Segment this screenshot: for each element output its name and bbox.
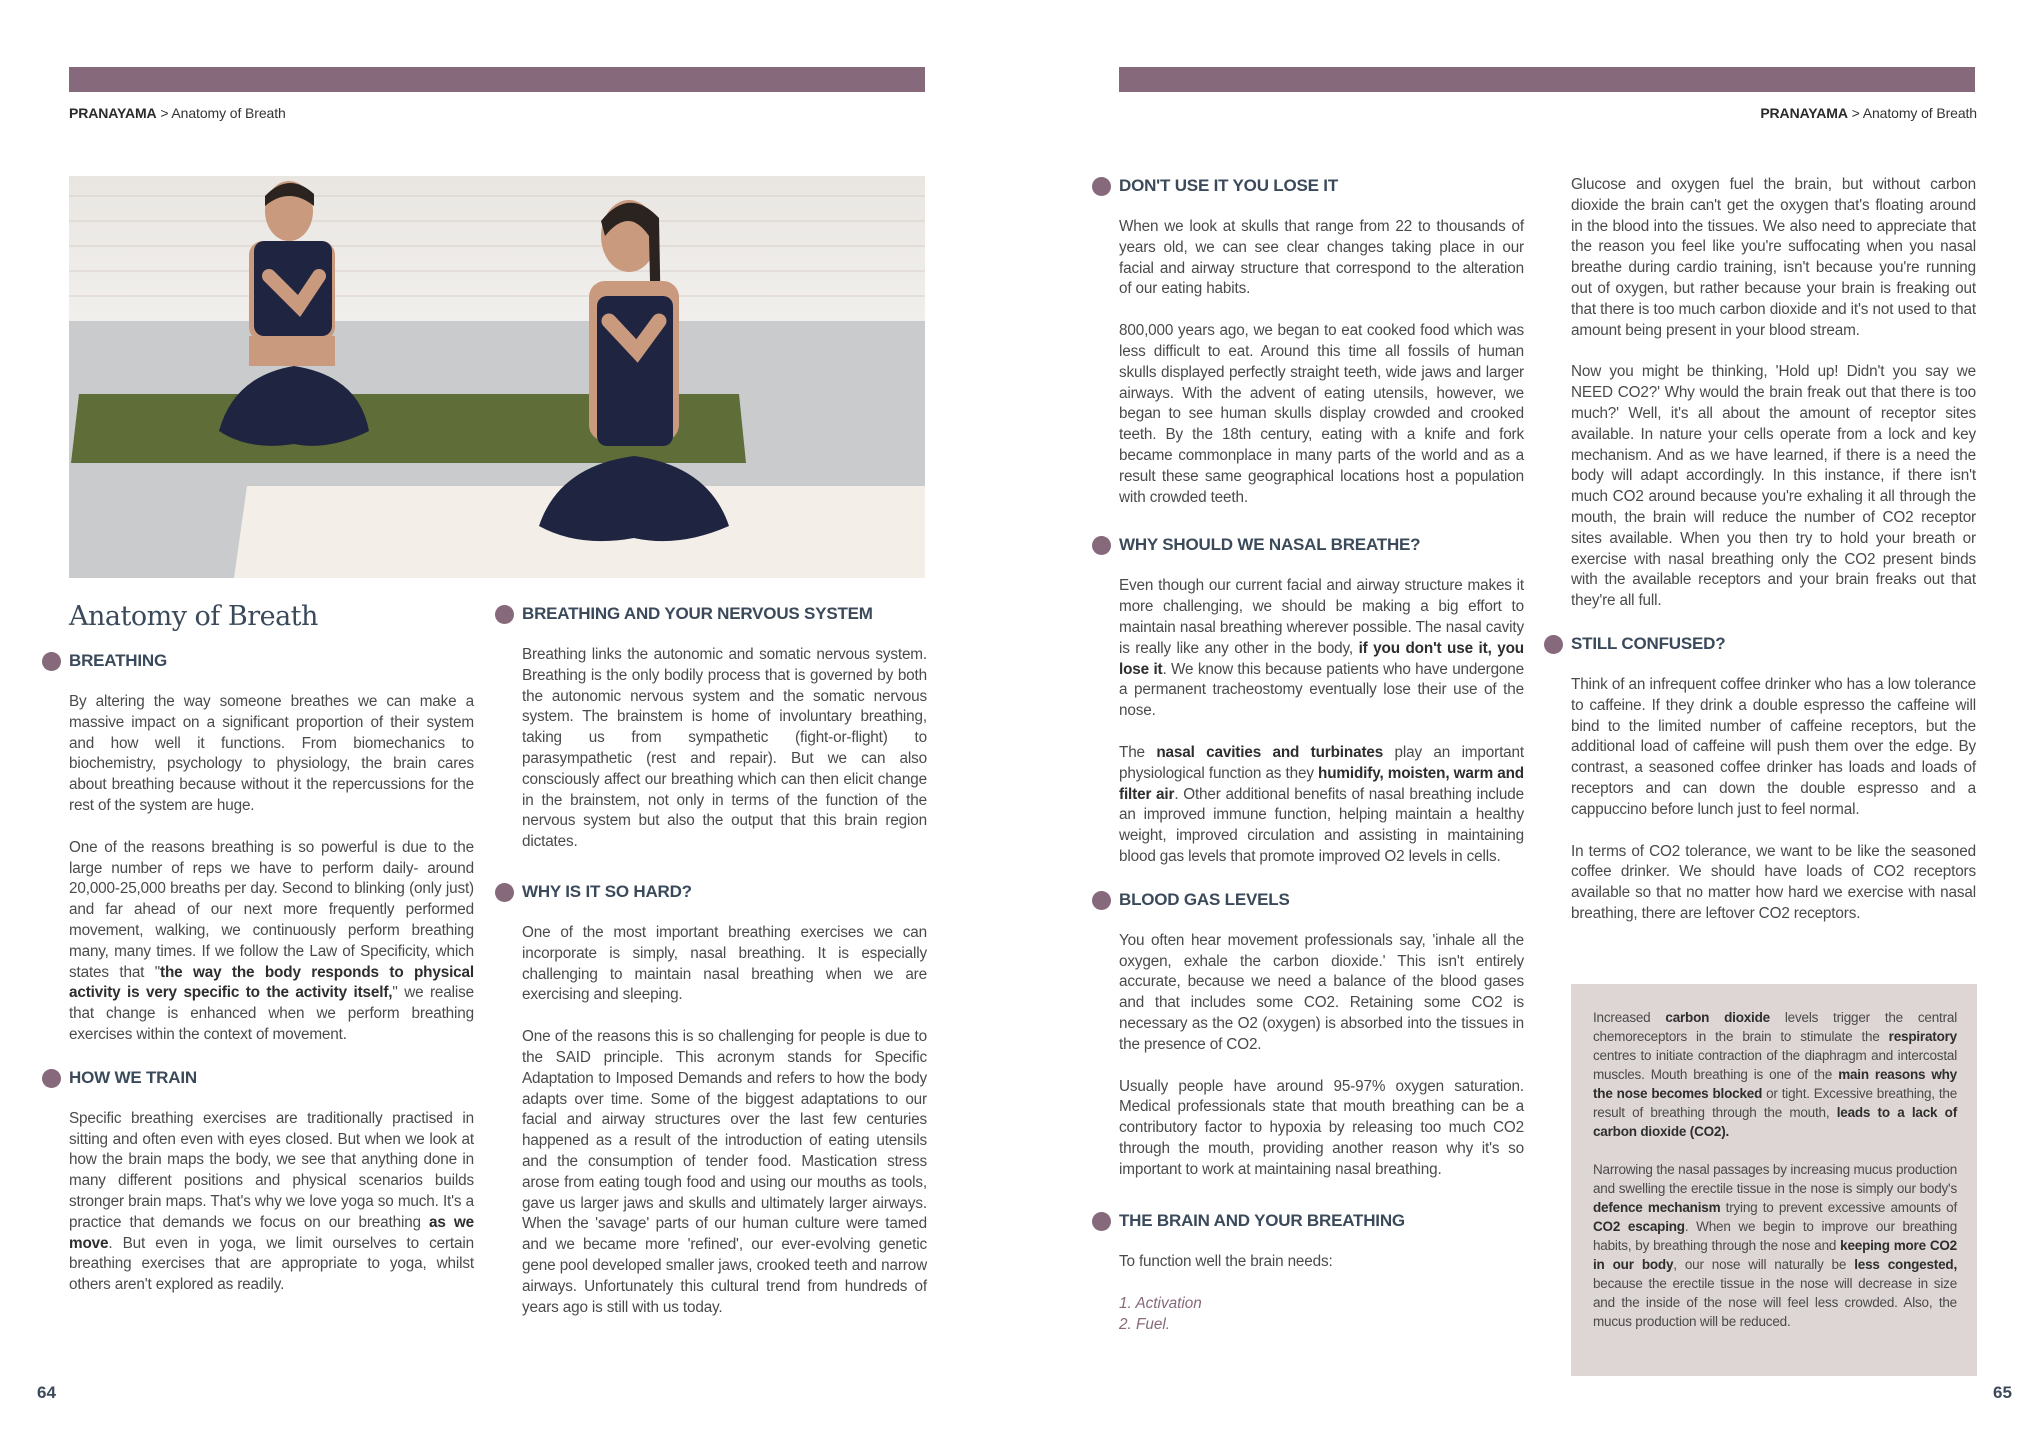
callout-text: . When we begin to improve our breathing habits, by breathing through the nose and	[1593, 1219, 1958, 1253]
paragraph: Even though our current facial and airway structure makes it more challenging, we should be making a big effort to maintain nasal breathing wherever possible. The nasal cavity is really like any other in the body, if you don't use it, you lose it. We know this because patients who have undergone a permanent tracheostomy eventually lose their use of the nose.	[1119, 577, 1524, 720]
breadcrumb-page: Anatomy of Breath	[171, 105, 286, 121]
right-column-1	[1119, 175, 1524, 1354]
paragraph: The nasal cavities and turbinates play an important physiological function as they humidify, moisten, warm and filter air. Other additional benefits of nasal breathing include an improved immune function, helping maintain a healthy weight, improved circulation and assisting in maintaining blood gas levels that promote improved O2 levels in cells.	[1119, 743, 1525, 865]
breadcrumb-separator: >	[156, 105, 172, 121]
section-how-we-train	[69, 1067, 474, 1296]
heading-text: STILL CONFUSED?	[1571, 633, 1726, 653]
paragraph: You often hear movement professionals say, 'inhale all the oxygen, exhale the carbon dioxide.' This isn't entirely accurate, because we need a balance of the blood gases and that includes some CO2. Retaining some CO2 is necessary as the O2 (oxygen) is absorbed into the tissues in the presence of CO2.	[1119, 931, 1524, 1053]
section-heading	[1119, 534, 1524, 556]
paragraph: Now you might be thinking, 'Hold up! Didn't you say we NEED CO2?' Why would the brain freak out that there is too much?' Well, it's all about the amount of receptor sites available. In nature your cells operate from a lock and key mechanism. And as we have learned, if there is a need the body will adapt accordingly. In this instance, if there isn't much CO2 around because you're exhaling it all through the mouth, the brain will reduce the number of CO2 receptor sites available. When you then try to hold your breath or exercise with nasal breathing only the CO2 present binds with the available receptors and your brain freaks out that they're all full.	[1571, 363, 1976, 610]
paragraph: One of the most important breathing exercises we can incorporate is simply, nasal breathing. It is especially challenging to maintain nasal breathing when we are exercising and sleeping.	[522, 923, 927, 1004]
callout-text: centres to initiate contraction of the diaphragm and intercostal muscles. Mouth breathing is one of the	[1593, 1048, 1957, 1082]
bullet-icon	[495, 883, 514, 902]
section-heading	[522, 881, 927, 903]
yoga-photo	[69, 176, 925, 578]
header-bar	[1119, 67, 1975, 92]
paragraph: To function well the brain needs:	[1119, 1253, 1333, 1271]
heading-text: HOW WE TRAIN	[69, 1067, 197, 1087]
breadcrumb	[69, 105, 286, 121]
bullet-icon	[42, 1069, 61, 1088]
list-item: 2. Fuel.	[1119, 1316, 1171, 1334]
paragraph: Glucose and oxygen fuel the brain, but without carbon dioxide the brain can't get the oxygen that's floating around in the blood into the tissues. We also need to appreciate that the reason you feel like you're suffocating when you nasal breathe during cardio training, isn't because you're running out of oxygen, but rather because your brain is freaking out that there is too much carbon dioxide and it's not used to that amount being present in your blood stream.	[1571, 176, 1976, 339]
emphasis-text: less congested,	[1854, 1257, 1957, 1272]
heading-text: THE BRAIN AND YOUR BREATHING	[1119, 1211, 1405, 1231]
bullet-icon	[1092, 177, 1111, 196]
breadcrumb-page: Anatomy of Breath	[1862, 105, 1977, 121]
heading-text: WHY SHOULD WE NASAL BREATHE?	[1119, 535, 1421, 555]
paragraph: Specific breathing exercises are traditionally practised in sitting and often even with eyes closed. But when we look at how the brain maps the body, we see that anything done in many different positions and physical scenarios builds stronger brain maps. That's why we love yoga so much. It's a practice that demands we focus on our breathing as we move. But even in yoga, we limit ourselves to certain breathing exercises that are appropriate to yoga, whilst others aren't explored as readily.	[69, 1109, 474, 1294]
section-why-hard	[522, 881, 927, 1318]
callout-paragraph	[1593, 1008, 1957, 1141]
bullet-icon	[1092, 536, 1111, 555]
section-still-confused	[1571, 633, 1976, 925]
heading-text: BLOOD GAS LEVELS	[1119, 889, 1290, 909]
section-heading	[1119, 175, 1524, 197]
callout-text: Narrowing the nasal passages by increasing mucus production and swelling the erectile tissue in the nose is simply our body's	[1593, 1162, 1957, 1196]
emphasis-text: main reasons why the nose becomes blocked	[1593, 1067, 1957, 1101]
breadcrumb	[1760, 105, 1977, 121]
emphasis-text: CO2 escaping	[1593, 1219, 1685, 1234]
bullet-icon	[1092, 891, 1111, 910]
page-number: 64	[37, 1383, 56, 1402]
section-nervous-system	[522, 603, 927, 853]
section-heading	[69, 650, 474, 672]
header-bar	[69, 67, 925, 92]
paragraph: By altering the way someone breathes we can make a massive impact on a significant proportion of their system and how well it functions. From biomechanics to biochemistry, psychology to physiology, the brain cares about breathing because without it the repercussions for the rest of the system are huge.	[69, 693, 474, 814]
breadcrumb-section: PRANAYAMA	[69, 105, 157, 121]
callout-text: or tight. Excessive breathing, the result of breathing through the mouth,	[1593, 1086, 1957, 1120]
paragraph: One of the reasons this is so challenging for people is due to the SAID principle. This acronym stands for Specific Adaptation to Imposed Demands and refers to how the body adapts over time. Some of the biggest adaptations to our facial and airway structures over the last few centuries happened as a result of the introduction of eating utensils and the consumption of tender food. Mastication stress arose from eating tough food and using our mouths as tools, gave us larger jaws and skulls and ultimately larger airways. When the 'savage' parts of our human culture were tamed and we became more 'refined', our ever-evolving genetic gene pool developed smaller jaws, crooked teeth and narrow airways. Unfortunately this cultural trend from hundreds of years ago is still with us today.	[522, 1028, 927, 1316]
section-heading	[1571, 633, 1976, 655]
bullet-icon	[1092, 1212, 1111, 1231]
heading-text: DON'T USE IT YOU LOSE IT	[1119, 176, 1339, 195]
heading-text: BREATHING	[69, 651, 167, 670]
page-number: 65	[1993, 1383, 2012, 1402]
callout-text: , our nose will naturally be	[1673, 1257, 1855, 1272]
heading-text: BREATHING AND YOUR NERVOUS SYSTEM	[522, 604, 873, 623]
callout-text: because the erectile tissue in the nose will decrease in size and the inside of the nose will feel less crowded. Also, the mucus production will be reduced.	[1593, 1276, 1957, 1329]
heading-text: WHY IS IT SO HARD?	[522, 881, 692, 901]
section-heading	[1119, 1210, 1524, 1232]
callout-text: levels trigger the central chemoreceptors in the brain to stimulate the	[1593, 1010, 1957, 1044]
section-heading	[522, 603, 927, 625]
emphasis-text: carbon dioxide	[1665, 1010, 1770, 1025]
paragraph: One of the reasons breathing is so powerful is due to the large number of reps we have to perform daily- around 20,000-25,000 breaths per day. Second to blinking (only just) and far ahead of our next more frequently performed movement, walking, we continuously perform breathing many, many times. If we follow the Law of Specificity, which states that "the way the body responds to physical activity is very specific to the activity itself," we realise that change is enhanced when we perform breathing exercises within the context of movement.	[69, 838, 474, 1043]
section-heading	[69, 1067, 474, 1089]
list-item: 1. Activation	[1119, 1295, 1202, 1313]
paragraph: When we look at skulls that range from 22 to thousands of years old, we can see clear changes taking place in our facial and airway structure that correspond to the alteration of our eating habits.	[1119, 218, 1524, 298]
callout-text: Increased	[1593, 1010, 1666, 1025]
paragraph: In terms of CO2 tolerance, we want to be like the seasoned coffee drinker. We should have loads of CO2 receptors available so that no matter how hard we exercise with nasal breathing, there are leftover CO2 receptors.	[1571, 842, 1976, 922]
section-dont-use	[1119, 175, 1524, 508]
section-brain	[1119, 1210, 1524, 1335]
section-breathing	[69, 650, 474, 1046]
emphasis-text: respiratory	[1888, 1029, 1957, 1044]
breadcrumb-separator: >	[1847, 105, 1863, 121]
brick-wall	[69, 176, 925, 321]
section-heading	[1119, 889, 1524, 911]
right-page	[1019, 0, 2038, 1440]
callout-paragraph	[1593, 1160, 1957, 1331]
photo-illustration	[69, 176, 925, 578]
paragraph: Think of an infrequent coffee drinker who has a low tolerance to caffeine. If they drink a double espresso the caffeine will bind to the limited number of caffeine receptors, but the additional load of caffeine will push them over the edge. By contrast, a seasoned coffee drinker has loads and loads of receptors and can down the double espresso and a cappuccino before lunch just to feel normal.	[1571, 675, 1976, 818]
bullet-icon	[42, 652, 61, 671]
emphasis-text: defence mechanism	[1593, 1200, 1721, 1215]
paragraph: Breathing links the autonomic and somatic nervous system. Breathing is the only bodily process that is governed by both the autonomic nervous system and the somatic nervous system. The brainstem is home of involuntary breathing, taking us from sympathetic (fight-or-flight) to parasympathetic (rest and repair). But we can also consciously affect our breathing which can then elicit change in the brainstem, not only in terms of the function of the nervous system but also the output that this brain region dictates.	[522, 646, 927, 851]
paragraph: 800,000 years ago, we began to eat cooked food which was less difficult to eat. Around this time all fossils of human skulls displayed perfectly straight teeth, wide jaws and larger airways. With the advent of eating utensils, however, we began to see human skulls display crowded and crooked teeth. By the 18th century, eating with a knife and fork became commonplace in many parts of the world and as a result these same geographical locations host a population with crowded teeth.	[1119, 322, 1524, 506]
emphasis-text: keeping more CO2 in our body	[1593, 1238, 1957, 1272]
page-title: Anatomy of Breath	[69, 601, 318, 632]
section-nasal-breathe	[1119, 534, 1524, 867]
bullet-icon	[1544, 635, 1563, 654]
emphasis-text: leads to a lack of carbon dioxide (CO2).	[1593, 1105, 1957, 1139]
breadcrumb-section: PRANAYAMA	[1760, 105, 1848, 121]
callout-box	[1571, 984, 1977, 1376]
bullet-icon	[495, 605, 514, 624]
section-blood-gas	[1119, 889, 1524, 1181]
left-column-2	[522, 603, 927, 1339]
right-column-2	[1571, 175, 1976, 946]
callout-text: trying to prevent excessive amounts of	[1720, 1200, 1957, 1215]
left-column-1	[69, 600, 474, 1317]
paragraph: Usually people have around 95-97% oxygen saturation. Medical professionals state that mouth breathing can be a contributory factor to hypoxia by releasing too much CO2 through the mouth, providing another reason why it's so important to work at maintaining nasal breathing.	[1119, 1077, 1524, 1178]
